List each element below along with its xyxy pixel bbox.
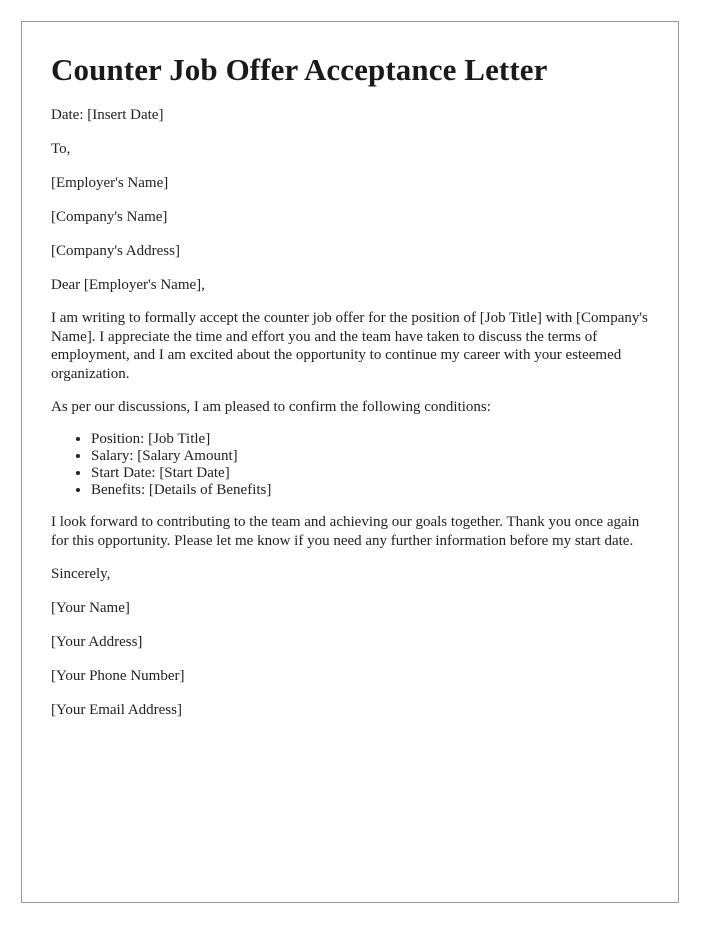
condition-benefits: • Benefits: [Details of Benefits] (91, 482, 656, 499)
recipient-to: To, (51, 141, 71, 157)
closing: Sincerely, (51, 566, 111, 582)
letter-title: Counter Job Offer Acceptance Letter (51, 52, 548, 87)
sender-phone: [Your Phone Number] (51, 668, 185, 684)
closing-paragraph: I look forward to contributing to the team and achieving our goals together. Thank you once again for this opportunity. Please let me know if you need any further information before my start date. (51, 514, 640, 549)
letter-content (51, 52, 656, 734)
company-address: [Company's Address] (51, 243, 180, 259)
conditions-intro: As per our discussions, I am pleased to confirm the following conditions: (51, 399, 491, 415)
sender-address: [Your Address] (51, 634, 143, 650)
sender-name: [Your Name] (51, 600, 130, 616)
employer-name: [Employer's Name] (51, 175, 169, 191)
salutation: Dear [Employer's Name], (51, 277, 205, 293)
acceptance-paragraph: I am writing to formally accept the counter job offer for the position of [Job Title] with [Company's Name]. I appreciate the time and effort you and the team have taken to discuss the terms of employment, and I am excited about the opportunity to continue my career with your esteemed organization. (51, 310, 648, 382)
letter-page (21, 21, 679, 903)
date-line: Date: [Insert Date] (51, 107, 164, 123)
company-name: [Company's Name] (51, 209, 168, 225)
sender-email: [Your Email Address] (51, 702, 182, 718)
condition-salary: • Salary: [Salary Amount] (91, 448, 656, 465)
conditions-list (51, 431, 656, 499)
condition-start-date: • Start Date: [Start Date] (91, 465, 656, 482)
condition-position: • Position: [Job Title] (91, 431, 656, 448)
